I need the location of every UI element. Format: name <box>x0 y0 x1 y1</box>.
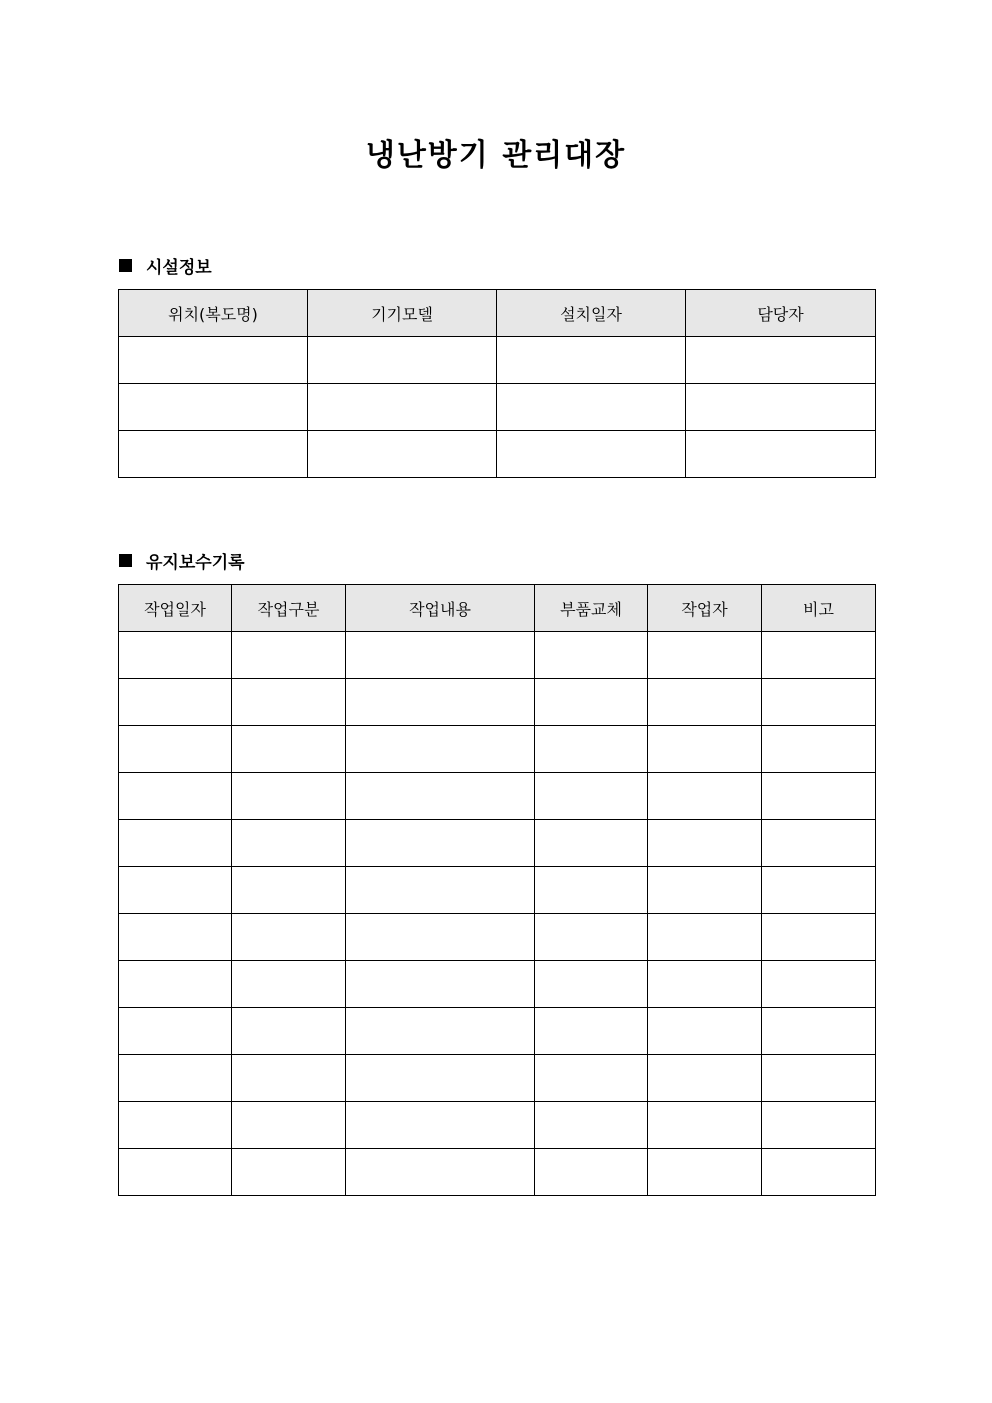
maintenance-empty-cell[interactable] <box>346 1149 535 1196</box>
maintenance-empty-cell[interactable] <box>232 679 346 726</box>
maintenance-section-label: 유지보수기록 <box>146 552 245 573</box>
maintenance-empty-cell[interactable] <box>762 1102 876 1149</box>
maintenance-empty-cell[interactable] <box>119 1055 232 1102</box>
maintenance-col-work-date: 작업일자 <box>119 585 232 632</box>
maintenance-empty-cell[interactable] <box>232 914 346 961</box>
maintenance-empty-cell[interactable] <box>232 632 346 679</box>
maintenance-empty-cell[interactable] <box>535 914 648 961</box>
maintenance-table-body <box>119 632 876 1196</box>
maintenance-empty-cell[interactable] <box>762 867 876 914</box>
maintenance-header-row <box>119 585 876 632</box>
facility-table-body <box>119 337 876 478</box>
maintenance-empty-cell[interactable] <box>119 867 232 914</box>
maintenance-table-row <box>119 1149 876 1196</box>
square-bullet-icon <box>119 259 132 272</box>
maintenance-col-remarks: 비고 <box>762 585 876 632</box>
maintenance-empty-cell[interactable] <box>535 679 648 726</box>
facility-empty-cell[interactable] <box>119 384 308 431</box>
maintenance-empty-cell[interactable] <box>346 632 535 679</box>
maintenance-col-work-content: 작업내용 <box>346 585 535 632</box>
maintenance-empty-cell[interactable] <box>762 1008 876 1055</box>
facility-col-location: 위치(복도명) <box>119 290 308 337</box>
maintenance-empty-cell[interactable] <box>535 820 648 867</box>
maintenance-empty-cell[interactable] <box>346 914 535 961</box>
maintenance-empty-cell[interactable] <box>119 726 232 773</box>
maintenance-empty-cell[interactable] <box>648 1149 762 1196</box>
facility-empty-cell[interactable] <box>686 337 876 384</box>
facility-table-row <box>119 384 876 431</box>
maintenance-table-row <box>119 679 876 726</box>
facility-empty-cell[interactable] <box>497 384 686 431</box>
maintenance-empty-cell[interactable] <box>535 632 648 679</box>
maintenance-empty-cell[interactable] <box>119 820 232 867</box>
maintenance-empty-cell[interactable] <box>648 726 762 773</box>
maintenance-empty-cell[interactable] <box>535 773 648 820</box>
document-title: 냉난방기 관리대장 <box>365 138 627 173</box>
maintenance-col-worker: 작업자 <box>648 585 762 632</box>
maintenance-empty-cell[interactable] <box>346 773 535 820</box>
maintenance-empty-cell[interactable] <box>535 1008 648 1055</box>
facility-section-heading <box>119 253 212 277</box>
facility-empty-cell[interactable] <box>497 337 686 384</box>
maintenance-empty-cell[interactable] <box>232 1149 346 1196</box>
facility-col-install-date: 설치일자 <box>497 290 686 337</box>
facility-header-row <box>119 290 876 337</box>
maintenance-empty-cell[interactable] <box>762 726 876 773</box>
maintenance-empty-cell[interactable] <box>119 1008 232 1055</box>
maintenance-empty-cell[interactable] <box>762 1149 876 1196</box>
facility-table-row <box>119 337 876 384</box>
maintenance-empty-cell[interactable] <box>535 726 648 773</box>
maintenance-empty-cell[interactable] <box>762 820 876 867</box>
maintenance-empty-cell[interactable] <box>232 1055 346 1102</box>
facility-col-manager: 담당자 <box>686 290 876 337</box>
maintenance-empty-cell[interactable] <box>648 1055 762 1102</box>
facility-empty-cell[interactable] <box>119 431 308 478</box>
maintenance-empty-cell[interactable] <box>232 1008 346 1055</box>
maintenance-empty-cell[interactable] <box>119 773 232 820</box>
maintenance-empty-cell[interactable] <box>119 632 232 679</box>
maintenance-empty-cell[interactable] <box>346 726 535 773</box>
facility-table-row <box>119 431 876 478</box>
maintenance-empty-cell[interactable] <box>119 1149 232 1196</box>
maintenance-empty-cell[interactable] <box>119 679 232 726</box>
maintenance-table-row <box>119 867 876 914</box>
maintenance-empty-cell[interactable] <box>346 679 535 726</box>
maintenance-empty-cell[interactable] <box>762 773 876 820</box>
facility-empty-cell[interactable] <box>119 337 308 384</box>
maintenance-empty-cell[interactable] <box>346 1008 535 1055</box>
square-bullet-icon <box>119 554 132 567</box>
facility-info-table <box>118 289 876 478</box>
maintenance-empty-cell[interactable] <box>762 632 876 679</box>
maintenance-empty-cell[interactable] <box>535 961 648 1008</box>
maintenance-empty-cell[interactable] <box>535 1149 648 1196</box>
maintenance-empty-cell[interactable] <box>119 914 232 961</box>
maintenance-table-row <box>119 726 876 773</box>
maintenance-table-row <box>119 773 876 820</box>
maintenance-empty-cell[interactable] <box>346 820 535 867</box>
maintenance-table-row <box>119 1102 876 1149</box>
maintenance-empty-cell[interactable] <box>762 1055 876 1102</box>
maintenance-empty-cell[interactable] <box>648 914 762 961</box>
maintenance-empty-cell[interactable] <box>648 632 762 679</box>
facility-empty-cell[interactable] <box>686 431 876 478</box>
maintenance-empty-cell[interactable] <box>119 961 232 1008</box>
maintenance-empty-cell[interactable] <box>648 773 762 820</box>
maintenance-empty-cell[interactable] <box>232 961 346 1008</box>
maintenance-table-row <box>119 820 876 867</box>
facility-empty-cell[interactable] <box>308 337 497 384</box>
maintenance-empty-cell[interactable] <box>648 820 762 867</box>
maintenance-empty-cell[interactable] <box>232 1102 346 1149</box>
facility-empty-cell[interactable] <box>308 431 497 478</box>
maintenance-empty-cell[interactable] <box>648 867 762 914</box>
maintenance-empty-cell[interactable] <box>648 1008 762 1055</box>
maintenance-empty-cell[interactable] <box>762 679 876 726</box>
maintenance-table-row <box>119 1055 876 1102</box>
maintenance-empty-cell[interactable] <box>346 867 535 914</box>
maintenance-empty-cell[interactable] <box>535 867 648 914</box>
maintenance-record-table <box>118 584 876 1196</box>
maintenance-col-part-replacement: 부품교체 <box>535 585 648 632</box>
maintenance-empty-cell[interactable] <box>232 820 346 867</box>
maintenance-empty-cell[interactable] <box>232 726 346 773</box>
maintenance-empty-cell[interactable] <box>535 1102 648 1149</box>
maintenance-empty-cell[interactable] <box>346 961 535 1008</box>
maintenance-table-row <box>119 1008 876 1055</box>
maintenance-empty-cell[interactable] <box>648 961 762 1008</box>
maintenance-empty-cell[interactable] <box>346 1055 535 1102</box>
maintenance-empty-cell[interactable] <box>648 679 762 726</box>
facility-col-model: 기기모델 <box>308 290 497 337</box>
maintenance-empty-cell[interactable] <box>232 867 346 914</box>
maintenance-col-work-type: 작업구분 <box>232 585 346 632</box>
facility-empty-cell[interactable] <box>308 384 497 431</box>
maintenance-empty-cell[interactable] <box>346 1102 535 1149</box>
maintenance-section-heading <box>119 548 245 572</box>
maintenance-empty-cell[interactable] <box>232 773 346 820</box>
maintenance-empty-cell[interactable] <box>762 914 876 961</box>
facility-empty-cell[interactable] <box>497 431 686 478</box>
maintenance-table-row <box>119 632 876 679</box>
facility-section-label: 시설정보 <box>146 257 212 278</box>
maintenance-empty-cell[interactable] <box>535 1055 648 1102</box>
maintenance-empty-cell[interactable] <box>762 961 876 1008</box>
facility-empty-cell[interactable] <box>686 384 876 431</box>
maintenance-table-row <box>119 961 876 1008</box>
maintenance-empty-cell[interactable] <box>119 1102 232 1149</box>
maintenance-empty-cell[interactable] <box>648 1102 762 1149</box>
maintenance-table-row <box>119 914 876 961</box>
